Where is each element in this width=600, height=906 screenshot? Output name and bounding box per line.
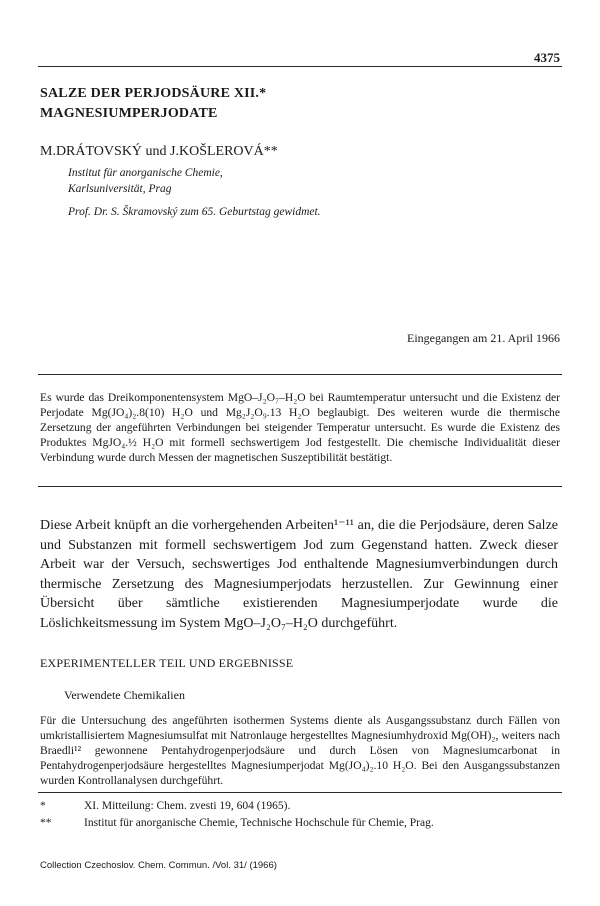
experimental-paragraph: Für die Untersuchung des angeführten isothermen Systems diente als Ausgangssubstanz durch Fällen von umkristallisiertem Magnesiumsulfat mit Natronlauge hergestelltes Magnesiumhydroxid Mg(OH)₂, weiters nach Braedli¹² gewonnene Pentahydrogenperjodsäure und durch Lösen von Magnesiumcarbonat in Pentahydrogenperjodsäure hergestelltes Magnesiumperjodat Mg(JO₄)₂.10 H₂O. Bei den Ausgangssubstanzen wurden Kontrollanalysen durchgeführt. (40, 714, 560, 787)
abstract-top-rule (38, 374, 562, 375)
header-rule (38, 66, 562, 67)
received-date: Eingegangen am 21. April 1966 (407, 331, 560, 345)
introduction-paragraph: Diese Arbeit knüpft an die vorhergehenden Arbeiten¹⁻¹¹ an, die die Perjodsäure, deren Salze und Substanzen mit formell sechswertigem Jod zum Gegenstand hatten. Zweck dieser Arbeit war der Versuch, sechswertiges Jod enthaltende Magnesiumverbindungen durch thermische Zersetzung des Magnesiumperjodats herzustellen. Zur Gewinnung einer Übersicht über sämtliche existierenden Magnesiumperjodate wurde die Löslichkeitsmessung im System MgO–J₂O₇–H₂O durchgeführt. (40, 518, 558, 631)
footnote-1-text: XI. Mitteilung: Chem. zvesti 19, 604 (1965). (84, 800, 291, 812)
affiliation-line2: Karlsuniversität, Prag (68, 183, 172, 195)
abstract: Es wurde das Dreikomponentensystem MgO–J₂O₇–H₂O bei Raumtemperatur untersucht und die Existenz der Perjodate Mg(JO₄)₂.8(10) H₂O und Mg₂J₂O₉.13 H₂O beglaubigt. Des weiteren wurde die thermische Zersetzung der angeführten Verbindungen bei steigender Temperatur untersucht. Es wurde die Existenz des Produktes MgJO₄.½ H₂O mit formell sechswertigem Jod festgestellt. Die chemische Individualität dieser Verbindung wurde durch Messen der magnetischen Suszeptibilität bestätigt. (40, 391, 560, 464)
section-heading: EXPERIMENTELLER TEIL UND ERGEBNISSE (40, 656, 294, 670)
footnote-rule (38, 792, 562, 793)
page-number: 4375 (534, 50, 560, 65)
footnote-1 (40, 800, 290, 812)
journal-footer: Collection Czechoslov. Chem. Commun. /Vol. 31/ (1966) (40, 860, 277, 871)
footnote-2-text: Institut für anorganische Chemie, Technische Hochschule für Chemie, Prag. (84, 817, 434, 829)
authors: M.DRÁTOVSKÝ und J.KOŠLEROVÁ** (40, 144, 278, 159)
subsection-heading: Verwendete Chemikalien (64, 688, 185, 702)
article-title-line1: SALZE DER PERJODSÄURE XII.* (40, 86, 267, 101)
article-title-line2: MAGNESIUMPERJODATE (40, 106, 218, 121)
dedication: Prof. Dr. S. Škramovský zum 65. Geburtstag gewidmet. (68, 206, 321, 218)
abstract-bottom-rule (38, 486, 562, 487)
footnote-1-mark: * (40, 800, 46, 812)
affiliation-line1: Institut für anorganische Chemie, (68, 167, 223, 179)
footnote-2 (40, 817, 434, 829)
footnote-2-mark: ** (40, 817, 52, 829)
